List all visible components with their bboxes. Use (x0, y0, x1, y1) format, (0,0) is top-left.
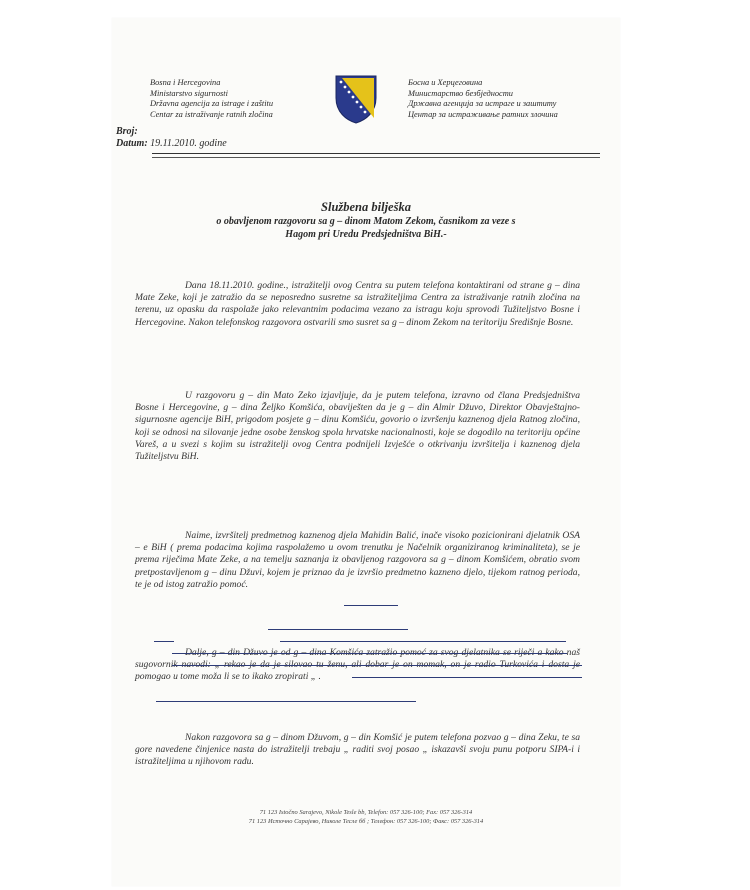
pen-underline (344, 605, 398, 606)
letterhead-left-line: Bosna i Hercegovina (150, 78, 221, 87)
header-rule-thin (152, 157, 600, 158)
datum-value: 19.11.2010. godine (150, 138, 227, 149)
document-title: Službena bilješka (321, 200, 411, 214)
letterhead-left (150, 78, 290, 120)
pen-underline (172, 653, 567, 654)
body-paragraph: Dana 18.11.2010. godine., istražitelji ovog Centra su putem telefona kontaktirani od strane g – dina Mate Zeke, koji je zatražio da se neposredno susretne sa istražiteljima Centra za istraživanje ratnih zločina na terenu, uz opasku da raspolaže jako relevantnim podacima vezano za istragu koju sprovodi Tužiteljstvo Bosne i Hercegovine. Nakon telefonskog razgovora ostvarili smo susret sa g – dinom Zekom na teritoriju Središnje Bosne. (135, 280, 580, 328)
coat-of-arms-icon (334, 74, 378, 124)
datum-row (116, 138, 227, 150)
pen-underline (156, 701, 416, 702)
datum-label: Datum: (116, 138, 148, 149)
document-subtitle-line: Hagom pri Uredu Predsjedništva BiH.- (285, 229, 447, 240)
title-block (112, 200, 620, 241)
letterhead-left-line: Državna agencija za istrage i zaštitu (150, 99, 274, 108)
letterhead-left-line: Centar za istraživanje ratnih zločina (150, 109, 273, 119)
letterhead-right (408, 78, 583, 120)
pen-underline (154, 641, 174, 642)
header-rule (152, 153, 600, 154)
document-meta (116, 126, 227, 150)
letterhead-right-line: Државна агенција за истраге и заштиту (408, 99, 557, 108)
letterhead-right-line: Министарство безбједности (408, 88, 513, 98)
letterhead-right-line: Босна и Херцеговина (408, 78, 483, 87)
body-paragraph: Dalje, g – din Džuvo je od g – dina Komšića zatražio pomoć za svog djelatnika se riječi a kako naš sugovornik navodi: „ rekao je da je silovao tu ženu, ali dobar je on momak, on je radio Turkovića i dosta je pomogao u tome moža li se to ikako zropirati „ . (135, 647, 580, 683)
body-paragraph: U razgovoru g – din Mato Zeko izjavljuje, da je putem telefona, izravno od člana Predsjedništva Bosne i Hercegovine, g – dina Željko Komšića, obaviješten da je g – din Almir Džuvo, Direktor Obavještajno- sigurnosne agencije BiH, prigodom posjete g – dinu Komšiću, govorio o izvršenju kaznenog djela Ratnog zločina, koji se odnosi na silovanje jedne osobe ženskog spola hrvatske nacionalnosti, koje se dogodilo na teritoriju općine Vareš, a u svezi s kojim su istražitelji ovog Centra podnijeli Izvješće o otkrivanju izvršitelja i kaznenog djela Tužiteljstvu BiH. (135, 390, 580, 463)
pen-underline (268, 629, 408, 630)
letterhead-right-line: Центар за истраживање ратних злочина (408, 109, 558, 119)
letterhead-left-line: Ministarstvo sigurnosti (150, 88, 228, 98)
pen-underline (352, 677, 582, 678)
footer (112, 808, 620, 826)
body-paragraph: Nakon razgovora sa g – dinom Džuvom, g – din Komšić je putem telefona pozvao g – dina Zeku, te sa gore navedene činjenice nasta do istražitelji trebaju „ raditi svoj posao „ iskazavši svoju punu potporu SIPA-i i istražiteljima u njihovom radu. (135, 732, 580, 768)
pen-underline (172, 665, 582, 666)
broj-label: Broj: (116, 126, 138, 137)
document-subtitle-line: o obavljenom razgovoru sa g – dinom Matom Zekom, časnikom za veze s (216, 216, 516, 227)
pen-underline (280, 641, 566, 642)
footer-line: 71 123 Istočno Sarajevo, Nikole Tesle bb, Telefon: 057 326-100; Fax: 057 326-314 (259, 809, 473, 816)
footer-line: 71 123 Источно Сарајево, Николе Тесле бб ; Телефон: 057 326-100; Факс: 057 326-314 (248, 818, 484, 825)
body-paragraph: Naime, izvršitelj predmetnog kaznenog djela Mahidin Balić, inače visoko pozicionirani djelatnik OSA – e BiH ( prema podacima kojima raspolažemo u ovom trenutku je Načelnik organiziranog kriminaliteta), se je prema riječima Mate Zeke, a na temelju saznanja iz obavljenog razgovora sa g – dinom Komšićem, obratio svom pretpostavljenom g – dinu Džuvi, kojem je priznao da je izvršio predmetno kazneno djelo, tijekom ratnog perioda, te je od istog zatražio pomoć. (135, 530, 580, 590)
document-page (112, 18, 620, 886)
